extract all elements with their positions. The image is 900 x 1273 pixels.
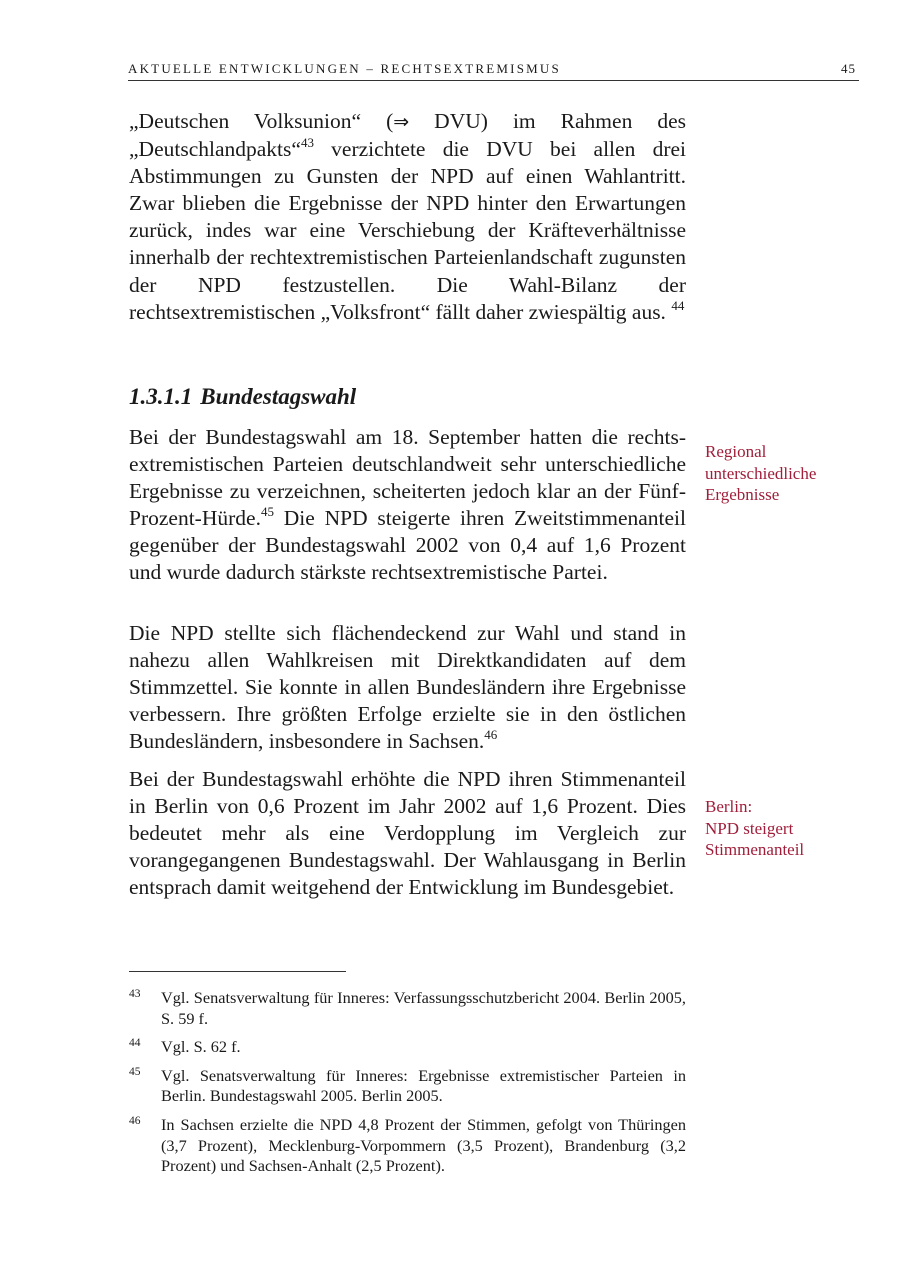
section-heading: [129, 384, 356, 410]
cross-reference-arrow-icon: ⇒: [393, 111, 410, 133]
footnote-number: 44: [129, 1037, 141, 1050]
para2-text-a: Bei der Bundestagswahl am 18. September hatten die rechtsextremistischen Parteien deutschlandweit sehr unterschiedliche Ergebnisse zu verzeichnen, scheiterten jedoch klar an der Fünf-Prozent-Hürde.: [129, 425, 686, 531]
footnote-text: Vgl. Senatsverwaltung für Inneres: Ergebnisse extremistischer Parteien in Berlin. Bundestagswahl 2005. Berlin 2005.: [161, 1065, 686, 1106]
footnote-divider: [129, 971, 346, 972]
running-header-title: AKTUELLE ENTWICKLUNGEN – RECHTSEXTREMISMUS: [128, 61, 561, 76]
footnote-46: [129, 1115, 686, 1177]
paragraph-npd-candidates: [129, 620, 686, 755]
para4-text: Bei der Bundestagswahl erhöhte die NPD ihren Stimmenanteil in Berlin von 0,6 Prozent im Jahr 2002 auf 1,6 Prozent. Dies bedeutet mehr als eine Verdopplung im Vergleich zur vorangegangenen Bundestagswahl. Der Wahlausgang in Berlin entsprach damit weitgehend der Entwicklung im Bundesgebiet.: [129, 767, 686, 900]
intro-text-a: „Deutschen Volksunion“ (: [129, 109, 394, 133]
footnote-44: [129, 1037, 686, 1058]
intro-paragraph: [129, 108, 686, 326]
section-number: 1.3.1.1: [129, 384, 193, 409]
para2-text-b: Die NPD steigerte ihren Zweitstimmenanteil gegenüber der Bundestagswahl 2002 von 0,4 auf 1,6 Prozent und wurde dadurch stärkste rechtsextremistische Partei.: [129, 506, 686, 585]
footnote-number: 46: [129, 1114, 141, 1127]
margin-note-line: NPD steigert: [705, 818, 794, 838]
margin-note-regional: [705, 441, 875, 506]
footnote-ref-46[interactable]: 46: [484, 727, 498, 743]
running-header: [128, 61, 859, 81]
footnote-number: 45: [129, 1065, 141, 1078]
margin-note-line: Berlin:: [705, 797, 753, 816]
intro-text-b: DVU) im Rahmen des „Deutschlandpakts“: [129, 109, 687, 162]
footnote-43: [129, 988, 686, 1029]
margin-note-line: Stimmenanteil: [705, 840, 805, 859]
paragraph-berlin-results: [129, 766, 686, 901]
margin-note-line: Ergebnisse: [705, 485, 780, 504]
footnotes: [129, 988, 686, 1185]
footnote-text: In Sachsen erzielte die NPD 4,8 Prozent der Stimmen, gefolgt von Thüringen (3,7 Prozent), Mecklenburg-Vorpommern (3,5 Prozent), Brandenburg (3,2 Prozent) und Sachsen-Anhalt (2,5 Prozent).: [161, 1114, 686, 1176]
page-number: 45: [841, 61, 856, 76]
footnote-number: 43: [129, 988, 141, 1000]
margin-note-line: Regional: [705, 442, 767, 461]
intro-text-c: verzichtete die DVU bei allen drei Abstimmungen zu Gunsten der NPD auf einen Wahlantritt. Zwar blieben die Ergebnisse der NPD hinter den Erwartungen zurück, indes war eine Verschiebung der Kräfteverhältnisse innerhalb der rechtextremistischen Parteienlandschaft zugunsten der NPD festzustellen. Die Wahl-Bilanz der rechtsextremistischen „Volksfront“ fällt daher zwiespältig aus.: [129, 137, 686, 324]
paragraph-bundestagswahl-results: [129, 424, 686, 587]
section-title: Bundestagswahl: [200, 384, 357, 409]
footnote-text: Vgl. Senatsverwaltung für Inneres: Verfassungsschutzbericht 2004. Berlin 2005, S. 59 f.: [161, 988, 686, 1028]
footnote-45: [129, 1066, 686, 1107]
footnote-ref-44[interactable]: 44: [671, 297, 685, 313]
margin-note-berlin: [705, 796, 875, 861]
margin-note-line: unterschiedliche: [705, 463, 817, 483]
footnote-ref-43[interactable]: 43: [300, 135, 314, 151]
footnote-ref-45[interactable]: 45: [260, 504, 274, 520]
para3-text-a: Die NPD stellte sich flächendeckend zur Wahl und stand in nahezu allen Wahlkreisen mit Direktkandidaten auf dem Stimmzettel. Sie konnte in allen Bundesländern ihre Ergebnisse verbessern. Ihre größten Erfolge erzielte sie in den östlichen Bundesländern, insbesondere in Sachsen.: [129, 621, 686, 754]
footnote-text: Vgl. S. 62 f.: [161, 1037, 241, 1057]
